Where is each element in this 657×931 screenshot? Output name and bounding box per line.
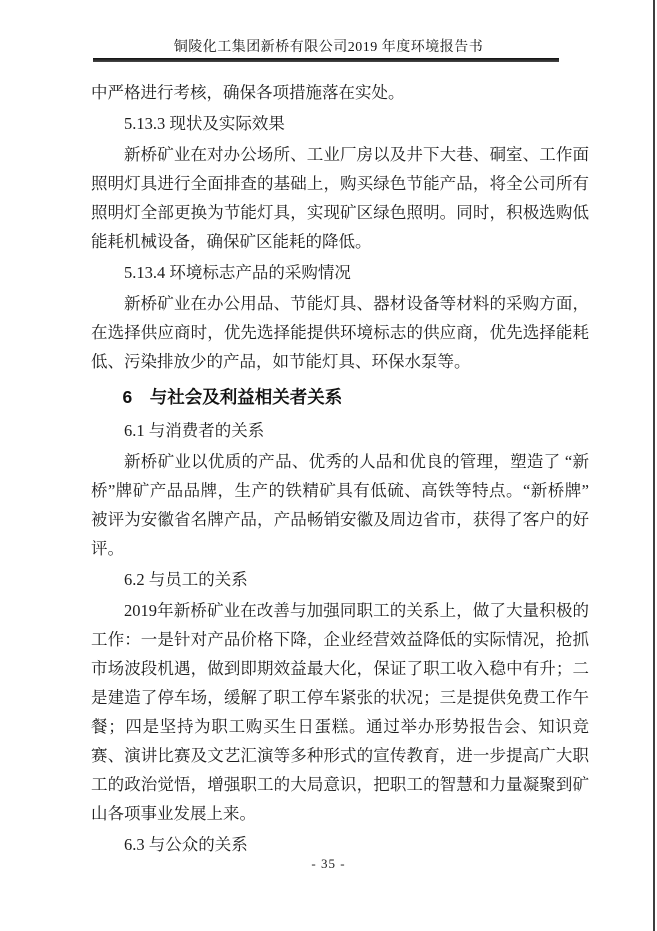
page-number: - 35 - (311, 856, 346, 871)
section-heading-6-1: 6.1 与消费者的关系 (124, 421, 265, 440)
paragraph-continued: 中严格进行考核，确保各项措施落在实处。 (91, 83, 405, 102)
page-body (91, 78, 589, 861)
paragraph-energy-saving-lighting: 新桥矿业在对办公场所、工业厂房以及井下大巷、硐室、工作面照明灯具进行全面排查的基础上，购买绿色节能产品，将全公司所有照明灯全部更换为节能灯具，实现矿区绿色照明。同时，积极选购低能耗机械设备，确保矿区能耗的降低。 (91, 145, 589, 251)
paragraph-eco-label-procurement: 新桥矿业在办公用品、节能灯具、器材设备等材料的采购方面，在选择供应商时，优先选择能提供环境标志的供应商，优先选择能耗低、污染排放少的产品，如节能灯具、环保水泵等。 (91, 294, 589, 371)
scan-edge-line (653, 0, 655, 931)
header-rule (93, 58, 559, 62)
section-heading-5-13-4: 5.13.4 环境标志产品的采购情况 (124, 263, 351, 282)
section-heading-6-3: 6.3 与公众的关系 (124, 835, 248, 854)
section-heading-5-13-3: 5.13.3 现状及实际效果 (124, 114, 285, 133)
section-heading-6-2: 6.2 与员工的关系 (124, 570, 248, 589)
report-header-title: 铜陵化工集团新桥有限公司2019 年度环境报告书 (173, 40, 484, 55)
paragraph-consumer-relations: 新桥矿业以优质的产品、优秀的人品和优良的管理，塑造了 “新桥”牌矿产品品牌，生产的铁精矿具有低硫、高铁等特点。“新桥牌”被评为安徽省名牌产品，产品畅销安徽及周边省市，获得了客户的好评。 (91, 452, 589, 558)
chapter-heading-6: 6 与社会及利益相关者关系 (122, 387, 343, 407)
paragraph-employee-relations: 2019年新桥矿业在改善与加强同职工的关系上，做了大量积极的工作：一是针对产品价格下降，企业经营效益降低的实际情况，抢抓市场波段机遇，做到即期效益最大化，保证了职工收入稳中有升；二是建造了停车场，缓解了职工停车紧张的状况；三是提供免费工作午餐；四是坚持为职工购买生日蛋糕。通过举办形势报告会、知识竞赛、演讲比赛及文艺汇演等多种形式的宣传教育，进一步提高广大职工的政治觉悟，增强职工的大局意识，把职工的智慧和力量凝聚到矿山各项事业发展上来。 (91, 601, 589, 823)
